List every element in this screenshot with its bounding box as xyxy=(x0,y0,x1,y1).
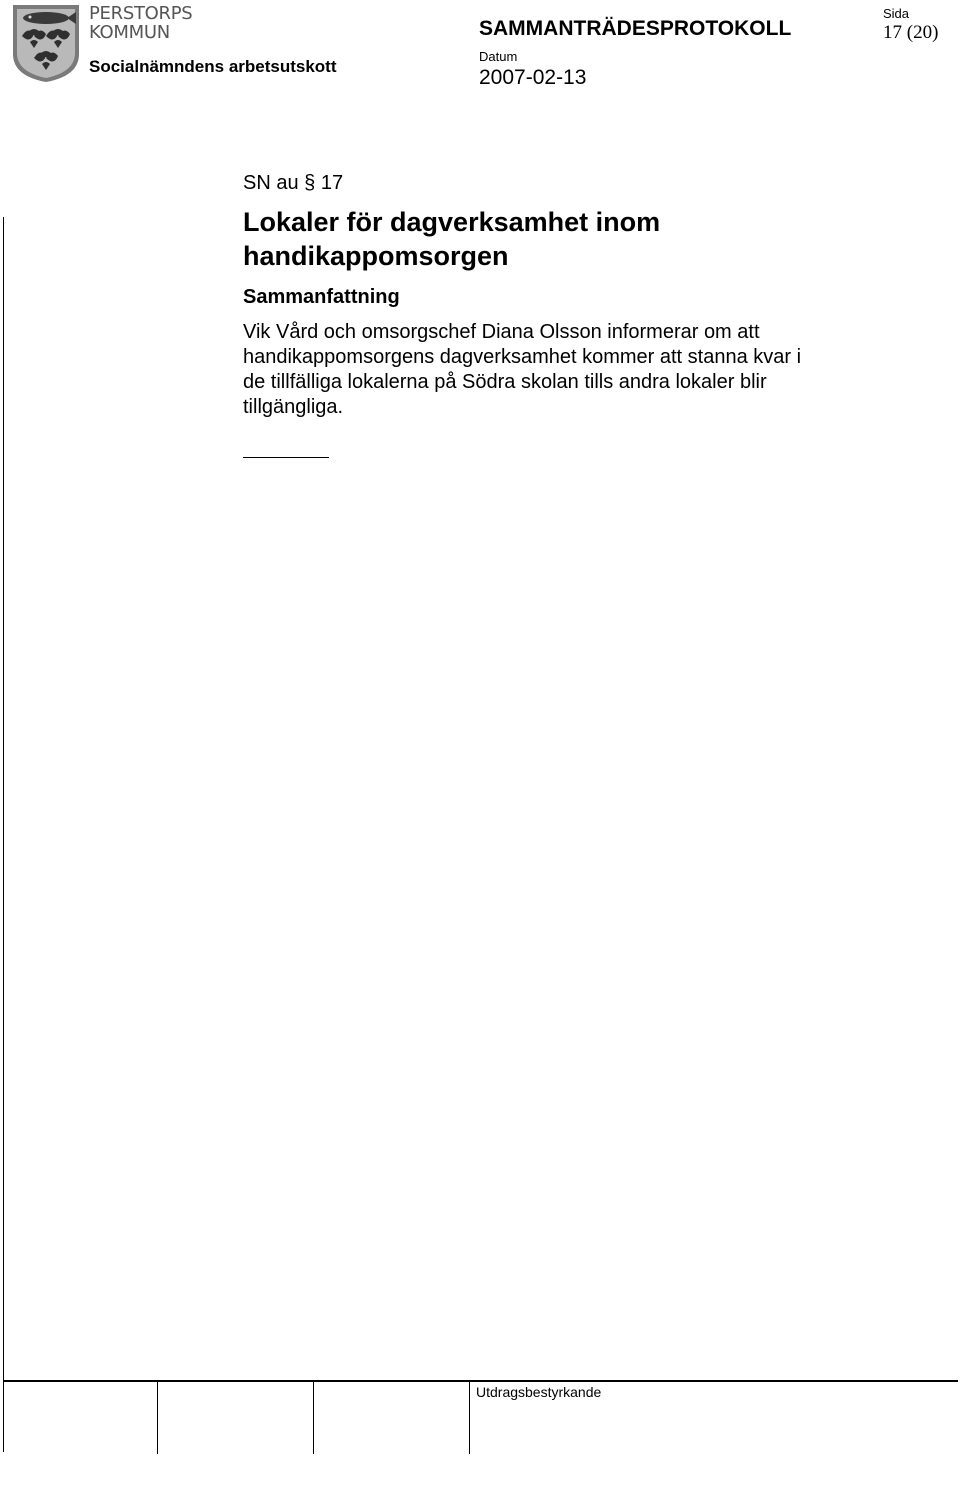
coat-of-arms-icon xyxy=(10,2,82,84)
page-label: Sida xyxy=(883,6,910,21)
footer-signature-cell-divider xyxy=(469,1382,470,1454)
organization-name-line2: KOMMUN xyxy=(89,22,170,43)
organization-name xyxy=(89,4,192,42)
organization-name-line1: PERSTORPS xyxy=(89,3,193,24)
date-value: 2007-02-13 xyxy=(479,66,587,89)
page-number: 17 (20) xyxy=(883,22,939,43)
summary-heading: Sammanfattning xyxy=(243,286,400,308)
document-type: SAMMANTRÄDESPROTOKOLL xyxy=(479,17,792,40)
certification-label: Utdragsbestyrkande xyxy=(476,1384,602,1400)
committee-name: Socialnämndens arbetsutskott xyxy=(89,57,337,76)
footer-table-rule xyxy=(3,1380,958,1382)
section-end-rule xyxy=(243,457,329,458)
left-margin-rule xyxy=(3,217,4,1452)
summary-text: Vik Vård och omsorgschef Diana Olsson informerar om att handikappomsorgens dagverksamhet kommer att stanna kvar i de tillfälliga lokalerna på Södra skolan tills andra lokaler blir tillgängliga. xyxy=(243,321,802,418)
date-label: Datum xyxy=(479,49,518,64)
protocol-section xyxy=(243,170,843,458)
footer-signature-cell-divider xyxy=(157,1382,158,1454)
footer-signature-cell-divider xyxy=(313,1382,314,1454)
section-title: Lokaler för dagverksamhet inom handikappomsorgen xyxy=(243,207,661,271)
paragraph-reference: SN au § 17 xyxy=(243,172,344,194)
